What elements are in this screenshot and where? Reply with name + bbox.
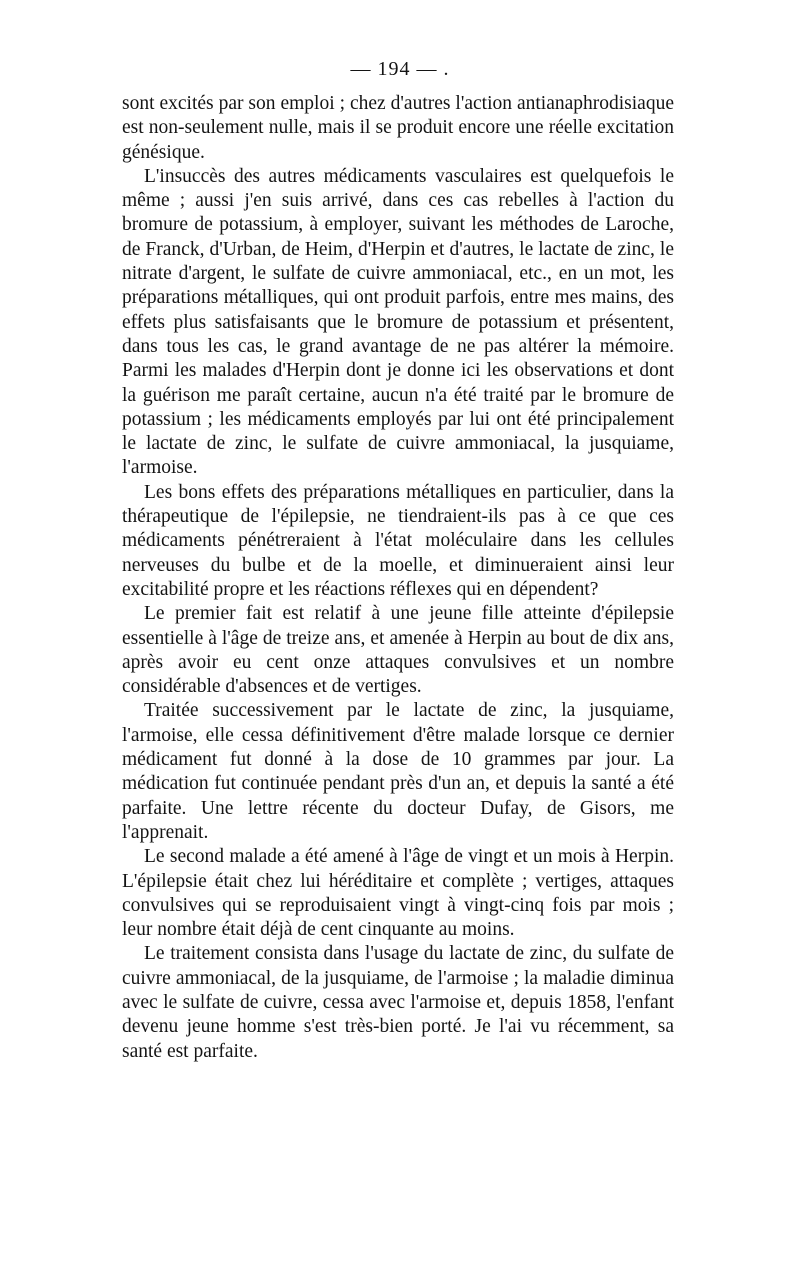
page-number: — 194 — . — [350, 58, 450, 80]
paragraph-vascular-medications: L'insuccès des autres médicaments vasculaires est quelquefois le même ; aussi j'en suis arrivé, dans ces cas rebelles à l'action du bromure de potassium, à employer, suivant les méthodes de Laroche, de Franck, d'Urban, de Heim, d'Herpin et d'autres, le lactate de zinc, le nitrate d'argent, le sulfate de cuivre ammoniacal, etc., en un mot, les préparations métalliques, qui ont produit parfois, entre mes mains, des effets plus satisfaisants que le bromure de potassium et présentent, dans tous les cas, le grand avantage de ne pas altérer la mémoire. Parmi les malades d'Herpin dont je donne ici les observations et dont la guérison me paraît certaine, aucun n'a été traité par le bromure de potassium ; les médicaments employés par lui ont été principalement le lactate de zinc, le sulfate de cuivre ammoniacal, la jusquiame, l'armoise. — [122, 165, 674, 479]
body-text — [122, 92, 674, 1064]
paragraph-second-case-treatment: Le traitement consista dans l'usage du lactate de zinc, du sulfate de cuivre ammoniacal, de la jusquiame, de l'armoise ; la maladie diminua avec le sulfate de cuivre, cessa avec l'armoise et, depuis 1858, l'enfant devenu jeune homme s'est très-bien porté. Je l'ai vu récemment, sa santé est parfaite. — [122, 943, 674, 1062]
paragraph-second-case: Le second malade a été amené à l'âge de vingt et un mois à Herpin. L'épilepsie était chez lui héréditaire et complète ; vertiges, attaques convulsives qui se reproduisaient vingt à vingt-cinq fois par mois ; leur nombre était déjà de cent cinquante au moins. — [122, 846, 674, 941]
paragraph-continuation: sont excités par son emploi ; chez d'autres l'action antianaphrodisiaque est non-seulement nulle, mais il se produit encore une réelle excitation génésique. — [122, 93, 674, 163]
paragraph-first-case: Le premier fait est relatif à une jeune fille atteinte d'épilepsie essentielle à l'âge de treize ans, et amenée à Herpin au bout de dix ans, après avoir eu cent onze attaques convulsives et un nombre considérable d'absences et de vertiges. — [122, 603, 674, 698]
paragraph-metallic-preparations: Les bons effets des préparations métalliques en particulier, dans la thérapeutique de l'épilepsie, ne tiendraient-ils pas à ce que ces médicaments pénétreraient à l'état moléculaire dans les cellules nerveuses du bulbe et de la moelle, et diminueraient ainsi leur excitabilité propre et les réactions réflexes qui en dépendent? — [122, 481, 674, 600]
paragraph-first-case-treatment: Traitée successivement par le lactate de zinc, la jusquiame, l'armoise, elle cessa définitivement d'être malade lorsque ce dernier médicament fut donné à la dose de 10 grammes par jour. La médication fut continuée pendant près d'un an, et depuis la santé a été parfaite. Une lettre récente du docteur Dufay, de Gisors, me l'apprenait. — [122, 700, 674, 843]
